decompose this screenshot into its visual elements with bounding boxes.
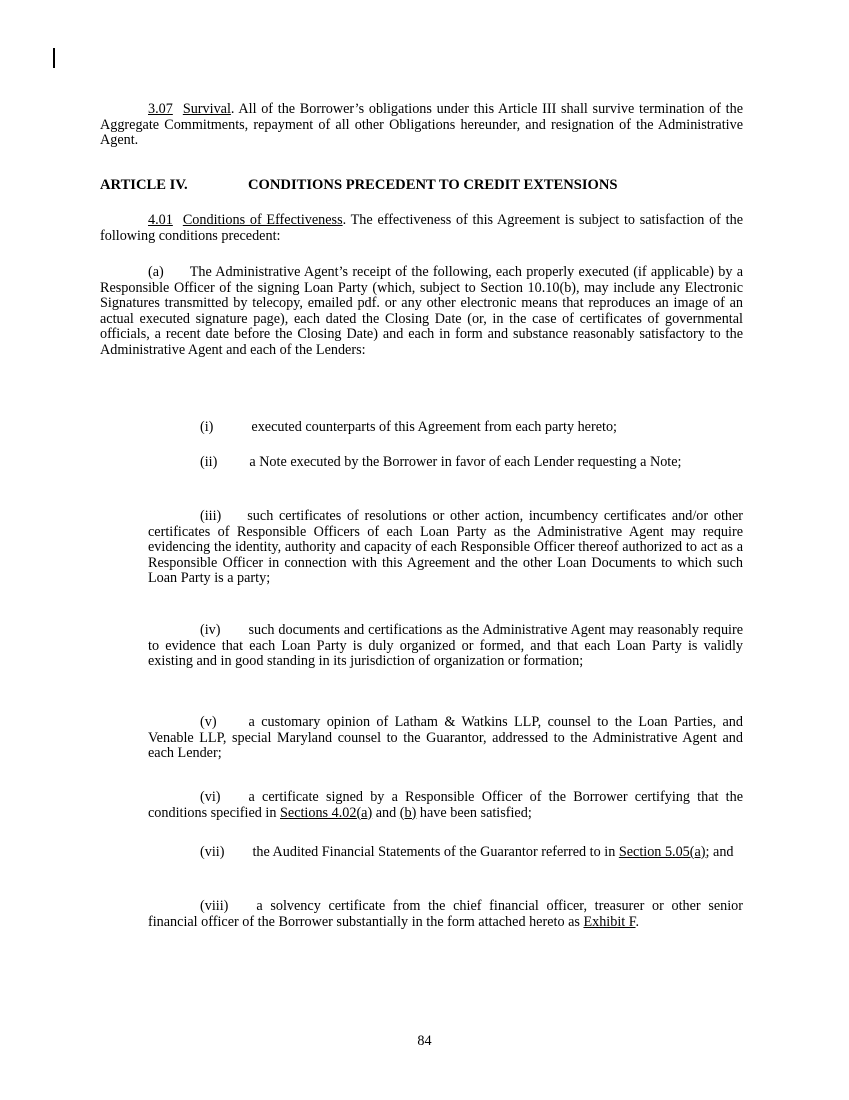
item-vi-text-before: a certificate signed by a Responsible Officer of the Borrower certifying that the conditions specified in [148, 789, 743, 821]
item-ii [148, 455, 743, 471]
item-vii-text-before: the Audited Financial Statements of the Guarantor referred to in [252, 844, 619, 860]
article-title: CONDITIONS PRECEDENT TO CREDIT EXTENSIONS [248, 177, 618, 193]
item-iii-marker: (iii) [200, 508, 222, 524]
item-vi-text-mid: and [372, 804, 400, 821]
clause-a-paragraph [100, 265, 743, 359]
section-3-07-paragraph [100, 102, 743, 149]
item-viii-marker: (viii) [200, 898, 229, 914]
section-3-07-heading [148, 101, 231, 117]
item-viii-ref: Exhibit F [583, 913, 636, 930]
item-vii [148, 845, 743, 861]
item-viii-text-after: . [635, 913, 640, 930]
item-vii-text-after: ; and [705, 844, 734, 860]
section-3-07-number: 3.07 [148, 101, 173, 117]
item-vi-text-after: have been satisfied; [416, 804, 532, 821]
section-4-01-paragraph [100, 213, 743, 244]
item-iv [148, 623, 743, 670]
item-v-text: a customary opinion of Latham & Watkins LLP, counsel to the Loan Parties, and Venable LLP, special Maryland counsel to the Guarantor, addressed to the Administrative Agent and each Lender; [148, 714, 743, 762]
item-vi [148, 790, 743, 821]
item-i-text: executed counterparts of this Agreement from each party hereto; [251, 419, 617, 435]
item-ii-text: a Note executed by the Borrower in favor of each Lender requesting a Note; [249, 454, 682, 470]
item-vi-ref-sections: Sections 4.02(a) [280, 804, 373, 821]
item-ii-marker: (ii) [200, 454, 218, 470]
item-i-marker: (i) [200, 419, 214, 435]
item-iv-marker: (iv) [200, 622, 221, 638]
item-vii-ref: Section 5.05(a) [618, 844, 706, 860]
page-number: 84 [417, 1033, 432, 1049]
section-4-01-text: . The effectiveness of this Agreement is subject to satisfaction of the following conditions precedent: [100, 212, 743, 244]
section-3-07-text: . All of the Borrower’s obligations under this Article III shall survive termination of the Aggregate Commitments, repayment of all other Obligations hereunder, and resignation of the Administrative Agent. [100, 101, 743, 149]
section-4-01-number: 4.01 [148, 212, 173, 228]
section-4-01-title: Conditions of Effectiveness [182, 212, 343, 228]
section-4-01-heading [148, 212, 343, 228]
revision-bar [53, 48, 55, 68]
article-label: ARTICLE IV. [100, 177, 188, 193]
article-heading [100, 177, 618, 194]
item-v-marker: (v) [200, 714, 217, 730]
item-vi-marker: (vi) [200, 789, 221, 805]
item-viii [148, 899, 743, 930]
item-iii [148, 509, 743, 587]
item-iv-text: such documents and certifications as the Administrative Agent may reasonably require to evidence that each Loan Party is duly organized or formed, and that each Loan Party is validly existing and in good standing in its jurisdiction of organization or formation; [148, 622, 743, 670]
item-viii-text-before: a solvency certificate from the chief financial officer, treasurer or other senior financial officer of the Borrower substantially in the form attached hereto as [148, 898, 743, 930]
clause-a-text: The Administrative Agent’s receipt of the following, each properly executed (if applicable) by a Responsible Officer of the signing Loan Party (which, subject to Section 10.10(b), may include any Electronic Signatures transmitted by telecopy, emailed pdf. or any other electronic means that reproduces an image of an actual executed signature page), each dated the Closing Date (or, in the case of certificates of governmental officials, a recent date before the Closing Date) and each in form and substance reasonably satisfactory to the Administrative Agent and each of the Lenders: [100, 264, 743, 358]
clause-a-marker: (a) [148, 264, 164, 280]
section-3-07-title: Survival [182, 101, 231, 117]
item-vii-marker: (vii) [200, 844, 225, 860]
item-i [200, 420, 617, 436]
item-iii-text: such certificates of resolutions or other action, incumbency certificates and/or other certificates of Responsible Officers of each Loan Party as the Administrative Agent may require evidencing the identity, authority and capacity of each Responsible Officer thereof authorized to act as a Responsible Officer in connection with this Agreement and the other Loan Documents to which such Loan Party is a party; [148, 508, 743, 587]
item-vi-ref-b: (b) [399, 804, 417, 821]
item-v [148, 715, 743, 762]
